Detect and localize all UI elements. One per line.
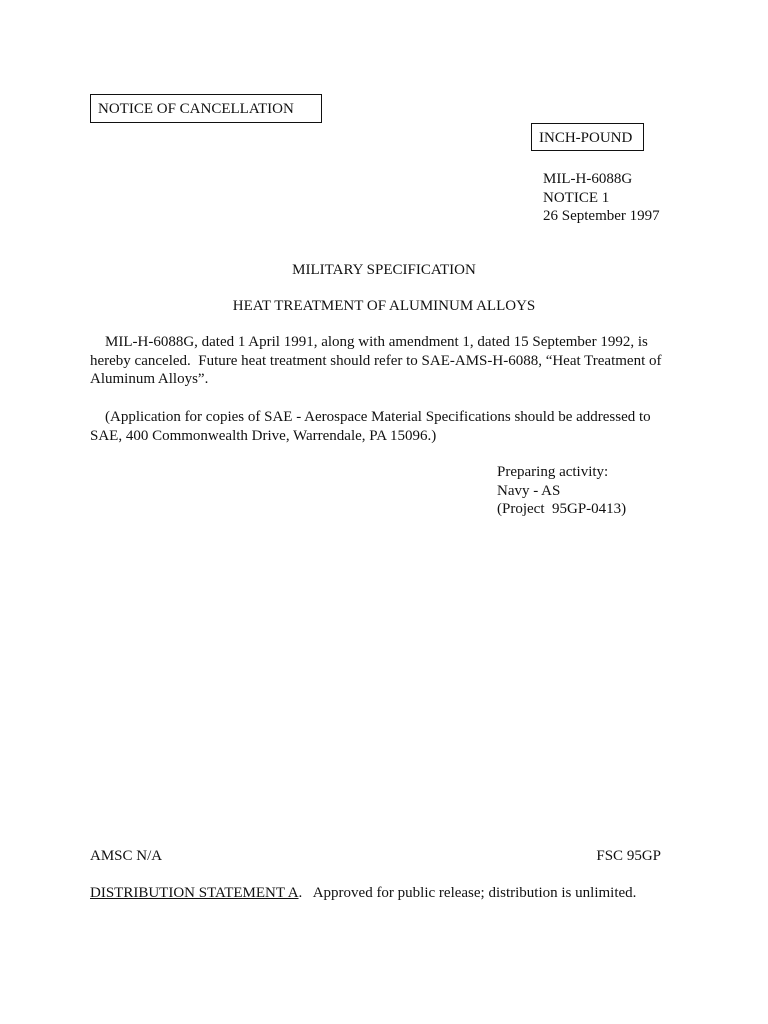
- notice-number: NOTICE 1: [543, 189, 610, 206]
- paragraph-line: (Application for copies of SAE - Aerospace Material Specifications should be addressed to: [90, 409, 651, 425]
- paragraph-line: MIL-H-6088G, dated 1 April 1991, along with amendment 1, dated 15 September 1992, is: [90, 334, 648, 350]
- distribution-period: .: [298, 885, 303, 901]
- preparing-activity-label: Preparing activity:: [497, 464, 609, 480]
- document-identifier-block: [543, 170, 660, 226]
- spec-type-heading: MILITARY SPECIFICATION: [292, 262, 476, 278]
- cancellation-paragraph: [90, 333, 690, 389]
- distribution-statement: [90, 884, 636, 902]
- distribution-statement-text: Approved for public release; distribution is unlimited.: [302, 885, 637, 901]
- distribution-statement-label: DISTRIBUTION STATEMENT A: [90, 885, 299, 901]
- paragraph-line: Aluminum Alloys”.: [90, 371, 209, 387]
- amsc-label: AMSC N/A: [90, 848, 163, 864]
- notice-date: 26 September 1997: [543, 208, 660, 224]
- preparing-activity-block: [497, 463, 626, 519]
- preparing-activity-name: Navy - AS: [497, 482, 561, 499]
- project-number: (Project 95GP-0413): [497, 501, 627, 517]
- paragraph-line: hereby canceled. Future heat treatment should refer to SAE-AMS-H-6088, “Heat Treatment of: [90, 352, 662, 369]
- application-paragraph: [90, 408, 690, 445]
- spec-title-heading: HEAT TREATMENT OF ALUMINUM ALLOYS: [232, 298, 536, 314]
- fsc-label: FSC 95GP: [596, 848, 661, 864]
- spec-number: MIL-H-6088G: [543, 171, 633, 187]
- inch-pound-box: INCH-POUND: [531, 123, 644, 151]
- notice-of-cancellation-box: NOTICE OF CANCELLATION: [90, 94, 322, 123]
- paragraph-line: SAE, 400 Commonwealth Drive, Warrendale, PA 15096.): [90, 427, 437, 444]
